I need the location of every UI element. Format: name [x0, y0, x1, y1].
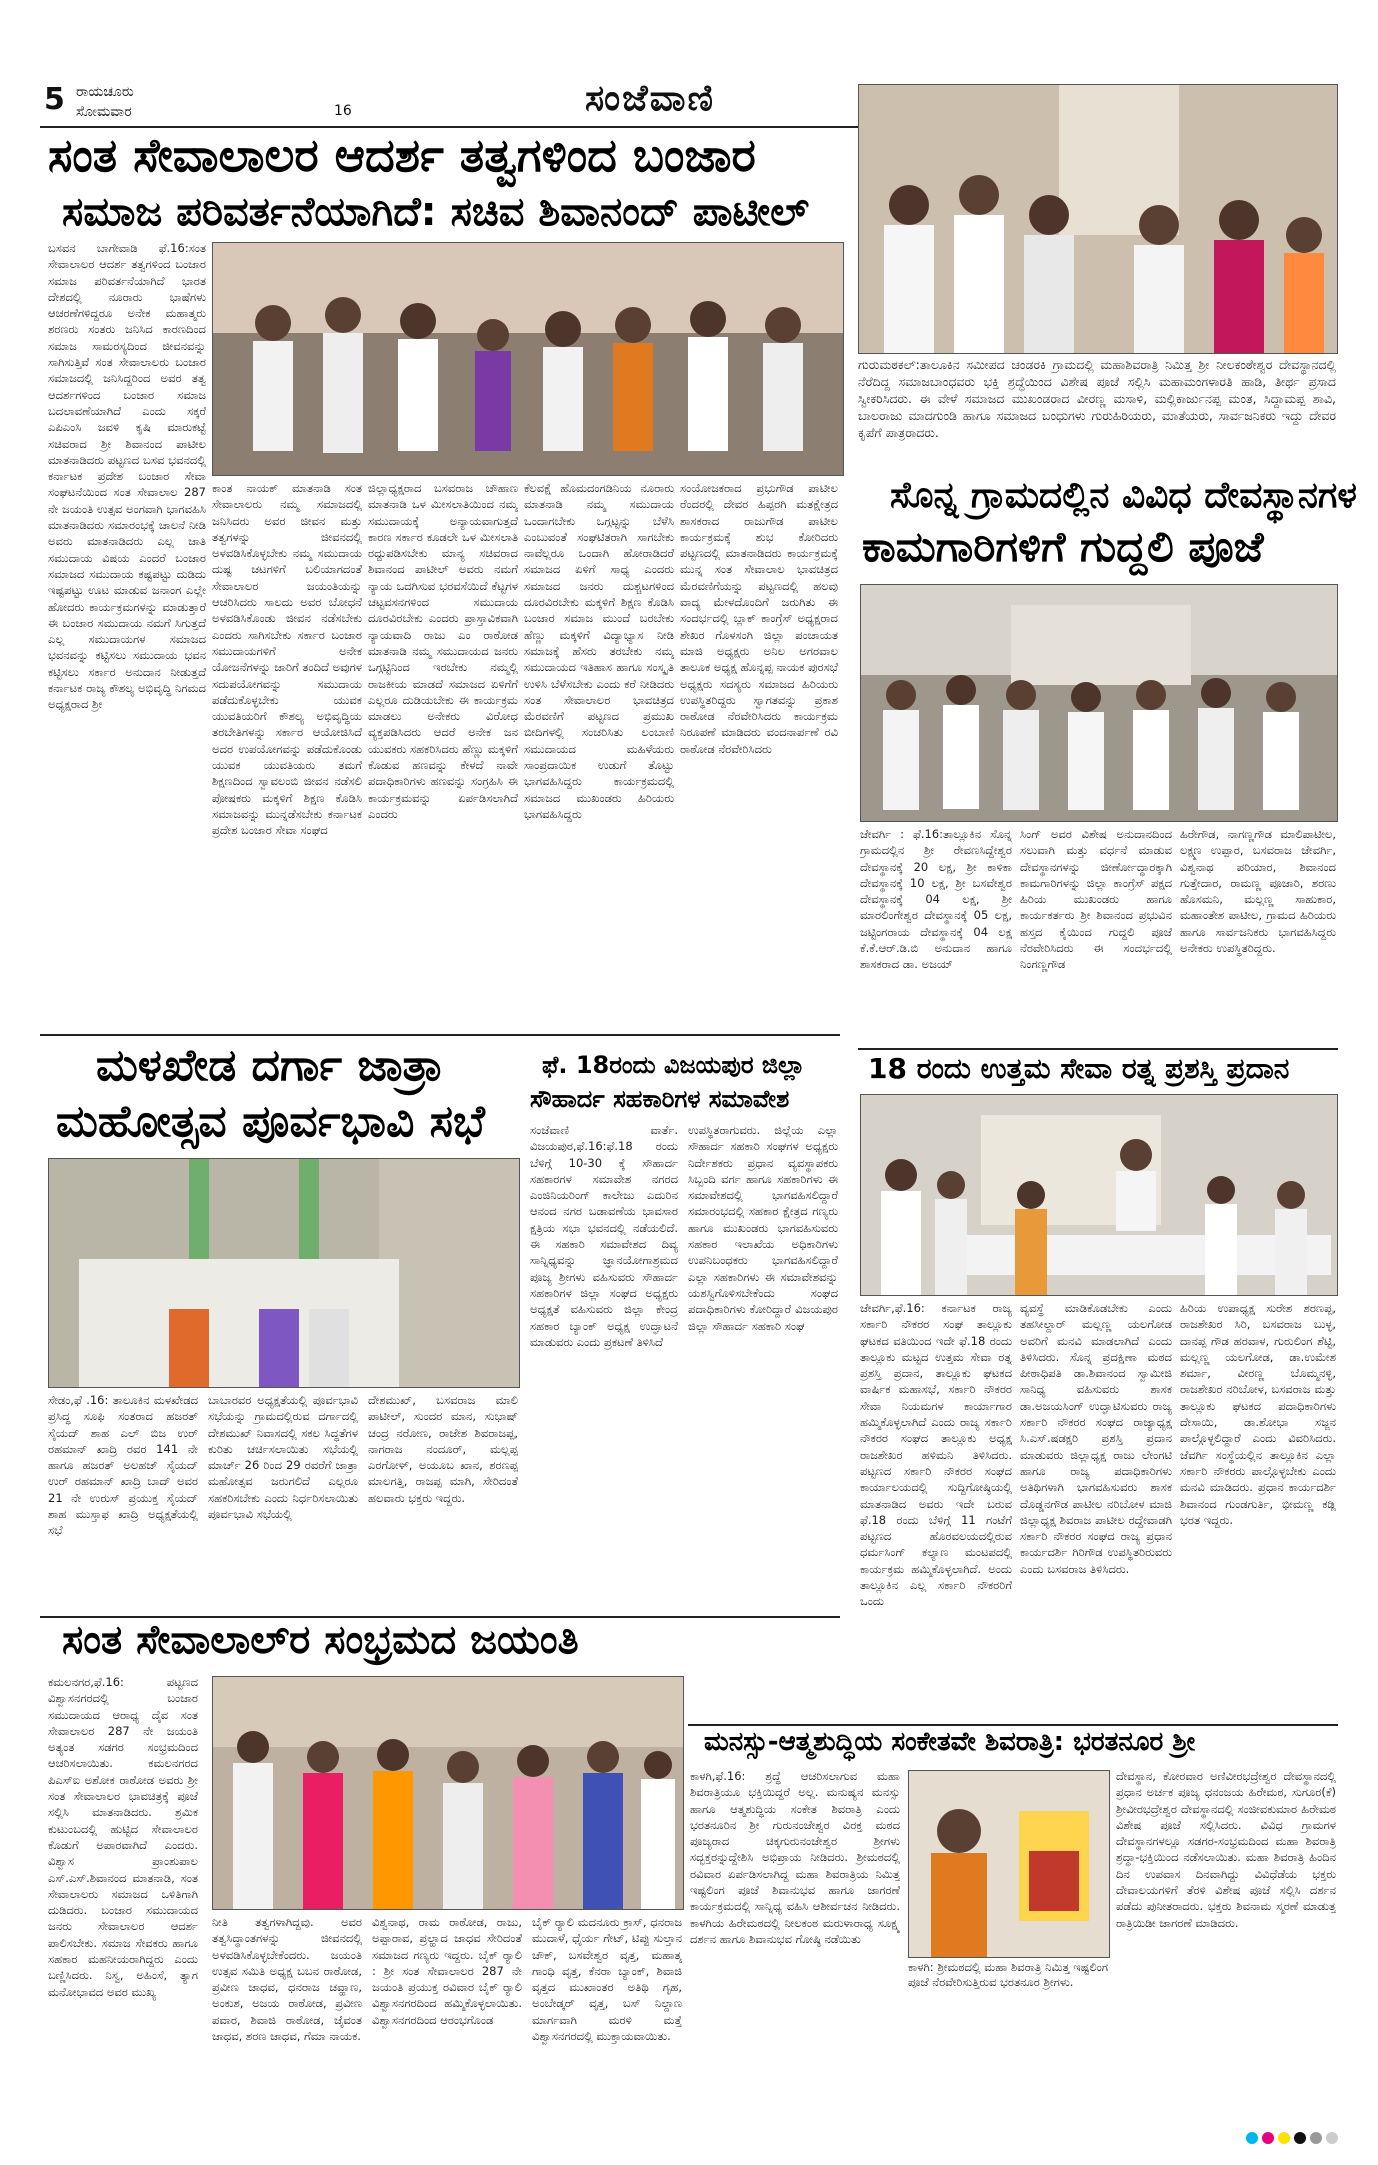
magenta-dot — [1262, 2132, 1274, 2144]
story5-subhead: ಸೌಹಾರ್ದ ಸಹಕಾರಿಗಳ ಸಮಾವೇಶ — [530, 1085, 790, 1113]
story6-headline: 18 ರಂದು ಉತ್ತಮ ಸೇವಾ ರತ್ನ ಪ್ರಶಸ್ತಿ ಪ್ರದಾನ — [868, 1052, 1290, 1085]
story3-photo — [860, 584, 1338, 822]
story4-column-2: ಬಾಬಾರವರ ಅಧ್ಯಕ್ಷತೆಯಲ್ಲಿ ಪೂರ್ವಭಾವಿ ಸಭೆಯನ್ನು ಗ್ರಾಮದಲ್ಲಿರುವ ದರ್ಗಾದಲ್ಲಿ ದೇಶಮುಖ್ ನಿವಾಸದಲ್ಲಿ ಸಕಲ ಸಿದ್ಧತೆಗಳ ಕುರಿತು ಚರ್ಚಿಸಲಾಯಿತು ಸಭೆಯಲ್ಲಿ ಮಾರ್ಚ್ 26 ರಿಂದ 29 ರವರೆಗೆ ಜಾತ್ರಾ ಮಹೋತ್ಸವ ಜರುಗಲಿದೆ ಎಲ್ಲರೂ ಸಹಕರಿಸಬೇಕು ಎಂದು ನಿರ್ಧರಿಸಲಾಯಿತು ಪೂರ್ವಭಾವಿ ಸಭೆಯಲ್ಲಿ — [208, 1393, 358, 1522]
page-number: 5 — [44, 82, 65, 117]
story1-column-3: ಜಿಲ್ಲಾಧ್ಯಕ್ಷರಾದ ಬಸವರಾಜ ಚೌಹಾಣ ಮಾತನಾಡಿ ಒಳ ಮೀಸಲಾತಿಯಿಂದ ನಮ್ಮ ಸಮುದಾಯಕ್ಕೆ ಅನ್ಯಾಯವಾಗುತ್ತದೆ ಕಾರಣ ಸರ್ಕಾರ ಕೂಡಲೇ ಒಳ ಮೀಸಲಾತಿ ರದ್ದುಪಡಿಸಬೇಕು ಮಾನ್ಯ ಸಚಿವರಾದ ಶಿವಾನಂದ ಪಾಟೀಲ್ ಅವರು ನಮಗೆ ನ್ಯಾಯ ಒದಗಿಸುವ ಭರವಸೆಯಿದೆ ಕೆಟ್ಟಗಳ ಚಟ್ಟವಸನಗಳಿಂದ ಸಮುದಾಯ ದೂರವಿರಬೇಕು ಎಂದರು ಪ್ರಾಸ್ತಾವಿಕವಾಗಿ ನ್ಯಾಯವಾದಿ ರಾಜು ಎಂ ರಾಠೋಡ ಮಾತನಾಡಿ ನಮ್ಮ ಸಮುದಾಯದ ಜನರು ಒಗ್ಗಟ್ಟಿನಿಂದ ಇರಬೇಕು ನಮ್ಮಲ್ಲಿ ರಾಜಕೀಯ ಮಾಡದೆ ಸಮಾಜದ ಏಳಿಗೆಗೆ ಎಲ್ಲರೂ ದುಡಿಯಬೇಕು ಈ ಕಾರ್ಯಕ್ರಮ ಮಾಡಲು ಅನೇಕರು ವಿರೋಧ ವ್ಯಕ್ತಪಡಿಸಿದರು ಆದರೆ ಅನೇಕ ಜನ ಯುವಕರು ಸಹಕರಿಸಿದರು ಹೆಣ್ಣು ಮಕ್ಕಳಿಗೆ ಕೊಡುವ ಹಣವನ್ನು ಕೇಳದೆ ನಾವೇ ಪದಾಧಿಕಾರಿಗಳು ಹಣವನ್ನು ಸಂಗ್ರಹಿಸಿ ಈ ಕಾರ್ಯಕ್ರಮವನ್ನು ಏರ್ಪಡಿಸಲಾಗಿದೆ ಎಂದರು — [368, 481, 518, 821]
story2-photo-graphic — [859, 85, 1337, 353]
story3-headline-line1: ಸೊನ್ನ ಗ್ರಾಮದಲ್ಲಿನ ವಿವಿಧ ದೇವಸ್ಥಾನಗಳ — [890, 475, 1357, 516]
story1-column-2: ಕಾಂತ ನಾಯಕ್ ಮಾತನಾಡಿ ಸಂತ ಸೇವಾಲಾಲರು ನಮ್ಮ ಸಮಾಜದಲ್ಲಿ ಜನಿಸಿದರು ಅವರ ಜೀವನ ಮತ್ತು ತತ್ವಗಳನ್ನು ಜೀವನದಲ್ಲಿ ಅಳವಡಿಸಿಕೊಳ್ಳಬೇಕು ನಮ್ಮ ಸಮುದಾಯ ದುಷ್ಟ ಚಟಗಳಿಗೆ ಬಲಿಯಾಗದಂತೆ ಸೇವಾಲಾಲರ ಜಯಂತಿಯನ್ನು ಆಚರಿಸಿದರು ಸಾಲದು ಅವರ ಬೋಧನೆ ಅಳವಡಿಸಿಕೊಂಡು ಜೀವನ ನಡೆಸಬೇಕು ಎಂದರು ಸಾಗಿಸಬೇಕು ಸರ್ಕಾರ ಬಂಜಾರ ಸಮುದಾಯಗಳಿಗೆ ಅನೇಕ ಯೋಜನೆಗಳನ್ನು ಜಾರಿಗೆ ತಂದಿದೆ ಅವುಗಳ ಸದುಪಯೋಗವನ್ನು ಸಮುದಾಯ ಪಡೆದುಕೊಳ್ಳಬೇಕು ಯುವಕ ಯುವತಿಯರಿಗೆ ಕೌಶಲ್ಯ ಅಭಿವೃದ್ಧಿಯ ತರಬೇತಿಗಳನ್ನು ಸರ್ಕಾರ ಆಯೋಜಿಸಿದೆ ಅದರ ಉಪಯೋಗವನ್ನು ಪಡೆದುಕೊಂಡು ಯುವಕ ಯುವತಿಯರು ತಮಗೆ ಶಿಕ್ಷಣದಿಂದ ಸ್ವಾವಲಂಬಿ ಜೀವನ ನಡೆಸಲಿ ಪೋಷಕರು ಮಕ್ಕಳಿಗೆ ಶಿಕ್ಷಣ ಕೊಡಿಸಿ ಸಮಾಜವನ್ನು ಮುನ್ನಡೆಸಬೇಕು ಕರ್ನಾಟಕ ಪ್ರದೇಶ ಬಂಜಾರ ಸೇವಾ ಸಂಘದ — [212, 481, 362, 838]
story6-column-1: ಜೇವರ್ಗಿ,ಫೆ.16: ಕರ್ನಾಟಕ ರಾಜ್ಯ ಸರ್ಕಾರಿ ನೌಕರರ ಸಂಘ ತಾಲ್ಲೂಕು ಘಟಕದ ವತಿಯಿಂದ ಇದೇ ಫೆ.18 ರಂದು ತಾಲ್ಲೂಕು ಮಟ್ಟದ ಉತ್ತಮ ಸೇವಾ ರತ್ನ ಪ್ರಶಸ್ತಿ ಪ್ರದಾನ, ತಾಲ್ಲೂಕು ಘಟಕದ ವಾರ್ಷಿಕ ಮಹಾಸಭೆ, ಸರ್ಕಾರಿ ನೌಕರರ ಸೇವಾ ನಿಯಮಗಳ ಕಾರ್ಯಾಗಾರ ಹಮ್ಮಿಕೊಳ್ಳಲಾಗಿದೆ ಎಂದು ರಾಜ್ಯ ಸರ್ಕಾರಿ ನೌಕರರ ಸಂಘದ ತಾಲ್ಲೂಕು ಅಧ್ಯಕ್ಷ ರಾಜಶೇಖರ ಹಳಿಮನಿ ತಿಳಿಸಿದರು. ಪಟ್ಟಣದ ಸರ್ಕಾರಿ ನೌಕರರ ಸಂಘದ ಕಾರ್ಯಾಲಯದಲ್ಲಿ ಸುದ್ದಿಗೋಷ್ಠಿಯಲ್ಲಿ ಮಾತನಾಡಿದ ಅವರು ಇದೇ ಬರುವ ಫೆ.18 ರಂದು ಬೆಳಿಗ್ಗೆ 11 ಗಂಟೆಗೆ ಪಟ್ಟಣದ ಹೊರವಲಯದಲ್ಲಿರುವ ಧರ್ಮಸಿಂಗ್ ಕಲ್ಯಾಣ ಮಂಟಪದಲ್ಲಿ ಕಾರ್ಯಕ್ರಮ ಹಮ್ಮಿಕೊಳ್ಳಲಾಗಿದೆ. ಅಂದು ತಾಲ್ಲೂಕಿನ ಎಲ್ಲ ಸರ್ಕಾರಿ ನೌಕರರಿಗೆ ಒಂದು — [860, 1301, 1012, 1609]
story6-column-2: ವ್ಯವಸ್ಥೆ ಮಾಡಿಕೊಡಬೇಕು ಎಂದು ತಹಸೀಲ್ದಾರ್ ಮಲ್ಲಣ್ಣ ಯಲಗೋಡ ಅವರಿಗೆ ಮನವಿ ಮಾಡಲಾಗಿದೆ ಎಂದು ತಿಳಿಸಿದರು. ಸೊನ್ನ ಪ್ರದಕ್ಷಿಣಾ ಮಠದ ಪೀಠಾಧಿಪತಿ ಡಾ.ಶಿವಾನಂದ ಸ್ವಾಮೀಜಿ ಸಾನಿಧ್ಯ ವಹಿಸುವರು ಶಾಸಕ ಡಾ.ಅಜಯಸಿಂಗ್ ಉದ್ಘಾಟಿಸುವರು ರಾಜ್ಯ ಸರ್ಕಾರಿ ನೌಕರರ ಸಂಘದ ರಾಜ್ಯಾಧ್ಯಕ್ಷ ಸಿ.ಎಸ್.ಷಡಕ್ಷರಿ ಪ್ರಶಸ್ತಿ ಪ್ರದಾನ ಮಾಡುವರು ಜಿಲ್ಲಾಧ್ಯಕ್ಷ ರಾಜು ಲೇಂಗಟಿ ಹಾಗೂ ರಾಜ್ಯ ಪದಾಧಿಕಾರಿಗಳು ಅತಿಥಿಗಳಾಗಿ ಭಾಗವಹಿಸುವರು ಶಾಸಕ ದೊಡ್ಡನಗೌಡ ಪಾಟೀಲ ನರಿಬೋಳ ಮಾಜಿ ಜಿಲ್ಲಾಧ್ಯಕ್ಷ ಶಿವರಾಜ ಪಾಟೀಲ ರದ್ದೇವಾಡಗಿ ಸರ್ಕಾರಿ ನೌಕರರ ಸಂಘದ ರಾಜ್ಯ ಪ್ರಧಾನ ಕಾರ್ಯದರ್ಶಿ ಗಿರಿಗೌಡ ಉಪಸ್ಥಿತರಿರುವರು ಎಂದು ಬಸವರಾಜ ತಿಳಿಸಿದರು. — [1020, 1301, 1172, 1576]
story8-column-2: ದೇವಸ್ಥಾನ, ಕೋರವಾರ ಅಣಿವೀರಭದ್ರೇಶ್ವರ ದೇವಸ್ಥಾನದಲ್ಲಿ ಪ್ರಧಾನ ಅರ್ಚಕ ಪೂಜ್ಯ ಧನಂಜಯ ಹಿರೇಮಠ, ಸುಗೂರ(ಕೆ) ಶ್ರೀವೀರಭದ್ರೇಶ್ವರ ದೇವಸ್ಥಾನದಲ್ಲಿ ಸಂಜೀವಕುಮಾರ ಹಿರೇಮಠ ವಿಶೇಷ ಪೂಜೆ ಸಲ್ಲಿಸಿದರು. ವಿವಿಧ ಗ್ರಾಮಗಳ ದೇವಸ್ಥಾನಗಳಲ್ಲೂ ಸಡಗರ-ಸಂಭ್ರಮದಿಂದ ಮಹಾ ಶಿವರಾತ್ರಿ ಶ್ರದ್ಧಾ-ಭಕ್ತಿಯಿಂದ ನಡೆಸಲಾಯಿತು. ಮಹಾ ಶಿವರಾತ್ರಿ ಹಿಂದಿನ ದಿನ ಉಪವಾಸ ದಿನವಾಗಿದ್ದು ವಿವಿಧೆಡೆಯ ಭಕ್ತರು ದೇವಾಲಯಗಳಿಗೆ ತೆರಳಿ ವಿಶೇಷ ಪೂಜೆ ಸಲ್ಲಿಸಿ ದರ್ಶನ ಪಡೆದು ಪುನೀತರಾದರು. ಭಕ್ತರು ಶಿವನಾಮ ಸ್ಮರಣೆ ಮಾಡುತ್ತ ರಾತ್ರಿಯಿಡೀ ಜಾಗರಣೆ ಮಾಡಿದರು. — [1116, 1769, 1336, 1930]
story2-photo — [858, 84, 1338, 354]
story7-column-2: ನೀತಿ ತತ್ವಗಳಾಗಿದ್ದವು. ಅವರ ತತ್ವಸಿದ್ಧಾಂತಗಳನ್ನು ಜೀವನದಲ್ಲಿ ಅಳವಡಿಸಿಕೊಳ್ಳಬೇಕೆಂದರು. ಜಯಂತಿ ಉತ್ಸವ ಸಮಿತಿ ಅಧ್ಯಕ್ಷ ಬಬನ ರಾಠೋಡ, ಪ್ರವೀಣ ಜಾಧವ, ಧನರಾಜ ಚವ್ಹಾಣ, ಅಂಕುಶ, ಅಜಯ ರಾಠೋಡ, ಪ್ರವೀಣ ಪವಾರ, ಶಿವಾಜಿ ರಾಠೋಡ, ಜೈವಂತ ಜಾಧವ, ಶರಣ ಜಾಧವ, ಗೆಮಾ ನಾಯಕ. — [212, 1915, 362, 2044]
masthead-location — [76, 82, 134, 122]
black-dot — [1294, 2132, 1306, 2144]
cyan-dot — [1246, 2132, 1258, 2144]
print-registration-dots — [1246, 2132, 1338, 2144]
story8-photo — [908, 1770, 1110, 1958]
story7-column-3: ವಿಶ್ವನಾಥ, ರಾಮ ರಾಠೋಡ, ರಾಜು, ಅಪ್ಪಾರಾವ, ಪ್ರಲ್ಹಾದ ಜಾಧವ ಸೇರಿದಂತೆ ಸಮಾಜದ ಗಣ್ಯರು ಇದ್ದರು. ಬೈಕ್ ರ‍್ಯಾಲಿ : ಶ್ರೀ ಸಂತ ಸೇವಾಲಾಲರ 287 ನೇ ಜಯಂತಿ ಪ್ರಯುಕ್ತ ರವಿವಾರ ಬೈಕ್ ರ‍್ಯಾಲಿ ವಿಶ್ವಾಸನಗರದಿಂದ ಹಮ್ಮಿಕೊಳ್ಳಲಾಯಿತು. ವಿಶ್ವಾಸನಗರದಿಂದ ಆರಂಭಗೊಂಡ — [372, 1915, 522, 2027]
story6-column-3: ಹಿರಿಯ ಉಪಾಧ್ಯಕ್ಷ ಸುರೇಶ ಶರಣಪ್ಪ, ರಾಜಶೇಖರ ಸಿರಿ, ಬಸವರಾಜ ಬುಳ್ಳ, ದಾನಪ್ಪ ಗೌಡ ಹರವಾಳ, ಗುರುಲಿಂಗ ಶೆಟ್ಟಿ, ಮಲ್ಲಣ್ಣ ಯಲಗೋಡ, ಡಾ.ಉಮೇಶ ಶರ್ಮಾ, ವೀರಣ್ಣ ಬೊಮ್ಮನಳ್ಳಿ, ರಾಜಶೇಖರ ನರಿಬೋಳ, ಬಸವರಾಜ ಮತ್ತು ತಾಲ್ಲೂಕು ಘಟಕದ ಪದಾಧಿಕಾರಿಗಳು ದೇಸಾಯಿ, ಡಾ.ಶೋಭಾ ಸಜ್ಜನ ಪಾಲ್ಗೊಳ್ಳಲಿದ್ದಾರೆ ಎಂದು ವಿವರಿಸಿದರು. ಜೆವರ್ಗಿ ಸಂಸ್ಥೆಯಲ್ಲಿನ ತಾಲ್ಲೂಕಿನ ಎಲ್ಲಾ ಸರ್ಕಾರಿ ನೌಕರರು ಪಾಲ್ಗೊಳ್ಳಬೇಕು ಎಂದು ಮನವಿ ಮಾಡಿದರು. ಪ್ರಧಾನ ಕಾರ್ಯದರ್ಶಿ ಶಿವಾನಂದ ಗುಂಡಗುರ್ತಿ, ಭೀಮಣ್ಣ ಕಡ್ಲಿ ಭರತ ಇದ್ದರು. — [1180, 1301, 1336, 1527]
newspaper-logo: ಸಂಜೆವಾಣಿ — [585, 78, 716, 119]
story1-column-4: ಕೆಲವಕ್ಷೆ ಹೊಮದಂಗಡಿನಿಯ ನೂರಾರು ಮಾತನಾಡಿ ನಮ್ಮ ಸಮುದಾಯ ಒಂದಾಗಬೇಕು ಒಗ್ಗಟ್ಟನ್ನು ಬೆಳೆಸಿ ಎಂಬುವಂತೆ ಸಂಘಟಿತರಾಗಿ ಸಾಗಬೇಕು ನಾವೆಲ್ಲರೂ ಒಂದಾಗಿ ಹೋರಾಡಿದರೆ ಸಮಾಜದ ಏಳಿಗೆ ಸಾಧ್ಯ ಎಂದರು ಸಮಾಜದ ಜನರು ದುಶ್ಚಟಗಳಿಂದ ದೂರವಿರಬೇಕು ಮಕ್ಕಳಿಗೆ ಶಿಕ್ಷಣ ಕೊಡಿಸಿ ಬಂಜಾರ ಸಮಾಜ ಮುಂದೆ ಬರಬೇಕು ಹೆಣ್ಣು ಮಕ್ಕಳಿಗೆ ವಿದ್ಯಾಭ್ಯಾಸ ನೀಡಿ ಸಮಾಜಕ್ಕೆ ಹೆಸರು ತರಬೇಕು ನಮ್ಮ ಸಮುದಾಯದ ಇತಿಹಾಸ ಹಾಗೂ ಸಂಸ್ಕೃತಿ ಉಳಿಸಿ ಬೆಳೆಸಬೇಕು ಎಂದು ಕರೆ ನೀಡಿದರು ಸಂತ ಸೇವಾಲಾಲರ ಭಾವಚಿತ್ರದ ಮೆರವಣಿಗೆ ಪಟ್ಟಣದ ಪ್ರಮುಖ ಬೀದಿಗಳಲ್ಲಿ ಸಂಚರಿಸಿತು ಲಂಬಾಣಿ ಸಮುದಾಯದ ಮಹಿಳೆಯರು ಸಾಂಪ್ರದಾಯಿಕ ಉಡುಗೆ ತೊಟ್ಟು ಭಾಗವಹಿಸಿದ್ದರು ಕಾರ್ಯಕ್ರಮದಲ್ಲಿ ಸಮಾಜದ ಮುಖಂಡರು ಹಿರಿಯರು ಭಾಗವಹಿಸಿದ್ದರು — [524, 481, 674, 821]
story8-photo-graphic — [909, 1771, 1109, 1957]
story3-column-3: ಹಿರೇಗೌಡ, ನಾಗಣ್ಣಗೌಡ ಮಾಲಿಪಾಟೀಲ, ಲಕ್ಷ್ಮಣ ಉಪ್ಪಾರ, ಬಸವರಾಜ ಜೇವರ್ಗಿ, ವಿಶ್ವನಾಥ ಪರಿಯಾರ, ಶಿವಾನಂದ ಗುತ್ತೇದಾರ, ರಾಮಣ್ಣ ಪೂಜಾರಿ, ಶರಣು ಹೊಸಮನಿ, ಮಲ್ಲಣ್ಣ ಸಾಹುಕಾರ, ಮಹಾಂತೇಶ ಪಾಟೀಲ, ಗ್ರಾಮದ ಹಿರಿಯರು ಹಾಗೂ ಸಾರ್ವಜನಿಕರು ಭಾಗವಹಿಸಿದ್ದರು ಅನೇಕರು ಉಪಸ್ಥಿತರಿದ್ದರು. — [1180, 827, 1336, 956]
story6-photo-graphic — [861, 1095, 1337, 1295]
story4-headline-line2: ಮಹೋತ್ಸವ ಪೂರ್ವಭಾವಿ ಸಭೆ — [56, 1096, 485, 1147]
story5-headline: ಫೆ. 18ರಂದು ವಿಜಯಪುರ ಜಿಲ್ಲಾ — [542, 1051, 805, 1079]
story5-column-1: ಸಂಜೆವಾಣಿ ವಾರ್ತೆ. ವಿಜಯಪುರ,ಫೆ.16:ಫೆ.18 ರಂದು ಬೆಳಿಗ್ಗೆ 10-30 ಕ್ಕೆ ಸೌಹಾರ್ದ ಸಹಕಾರಗಳ ಸಮಾವೇಶ ನಗರದ ಎಂಜಿನಿಯರಿಂಗ್ ಕಾಲೇಜು ಎದುರಿನ ಆನಂದ ನಗರ ಬಡಾವಣೆಯ ಭಾವಸಾರ ಕ್ಷತ್ರಿಯ ಸಭಾ ಭವನದಲ್ಲಿ ನಡೆಯಲಿದೆ. ಈ ಸಹಕಾರಿ ಸಮಾವೇಶದ ದಿವ್ಯ ಸಾನ್ನಿಧ್ಯವನ್ನು ಜ್ಞಾನಯೋಗಾಶ್ರಮದ ಪೂಜ್ಯ ಶ್ರೀಗಳು ವಹಿಸುವರು ಸೌಹಾರ್ದ ಸಹಕಾರಿಗಳ ಜಿಲ್ಲಾ ಸಂಘದ ಅಧ್ಯಕ್ಷರು ಅಧ್ಯಕ್ಷತೆ ವಹಿಸುವರು ಜಿಲ್ಲಾ ಕೇಂದ್ರ ಸಹಕಾರ ಬ್ಯಾಂಕ್ ಅಧ್ಯಕ್ಷ ಉದ್ಘಾಟನೆ ಮಾಡುವರು ಎಂದು ಪ್ರಕಟಣೆ ತಿಳಿಸಿದೆ — [530, 1123, 678, 1349]
story1-photo-graphic — [213, 243, 843, 475]
story7-column-1: ಕಮಲನಗರ,ಫೆ.16: ಪಟ್ಟಣದ ವಿಶ್ವಾಸನಗರದಲ್ಲಿ ಬಂಜಾರ ಸಮುದಾಯದ ಆರಾಧ್ಯ ದೈವ ಸಂತ ಸೇವಾಲಾಲರ 287 ನೇ ಜಯಂತಿ ಅತ್ಯಂತ ಸಡಗರ ಸಂಭ್ರಮದಿಂದ ಆಚರಿಸಲಾಯಿತು. ಕಮಲನಗರದ ಪಿಎಸ್‌ಐ ಅಶೋಕ ರಾಠೋಡ ಅವರು ಶ್ರೀ ಸಂತ ಸೇವಾಲಾಲರ ಭಾವಚಿತ್ರಕ್ಕೆ ಪೂಜೆ ಸಲ್ಲಿಸಿ ಮಾತನಾಡಿದರು. ಶ್ರಮಿಕ ಕುಟುಂಬದಲ್ಲಿ ಹುಟ್ಟಿದ ಸೇವಾಲಾಲರ ಕೊಡುಗೆ ಅಪಾರವಾಗಿದೆ ಎಂದರು. ವಿಶ್ವಾಸ ಪ್ರಾಂಶುಪಾಲ ಎಸ್.ಎಸ್.ಶಿವಾನಂದ ಮಾತನಾಡಿ, ಸಂತ ಸೇವಾಲಾಲರು ಸಮಾಜದ ಒಳಿತಿಗಾಗಿ ದುಡಿದರು. ಬಂಜಾರ ಸಮುದಾಯದ ಜನರು ಸೇವಾಲಾಲರ ಆದರ್ಶ ಪಾಲಿಸಬೇಕು. ಸಮಾಜ ಸೇವಕರು ಹಾಗೂ ಸಹಕಾರ ಮಹನೀಯರಾಗಿದ್ದರು ಎಂದು ಬಣ್ಣಿಸಿದರು. ನಿಸ್ವ, ಅಹಿಂಸೆ, ತ್ಯಾಗ ಮನೋಭಾವದ ಅವರ ಮುಖ್ಯ — [48, 1675, 198, 1999]
story4-photo-graphic — [49, 1159, 519, 1387]
district-label: ರಾಯಚೂರು — [76, 84, 134, 100]
story8-caption: ಕಾಳಗಿ: ಶ್ರೀಮಠದಲ್ಲಿ ಮಹಾ ಶಿವರಾತ್ರಿ ನಿಮಿತ್ತ ಇಷ್ಟಲಿಂಗ ಪೂಜೆ ನೆರವೇರಿಸುತ್ತಿರುವ ಭರತನೂರ ಶ್ರೀಗಳು. — [908, 1960, 1108, 1989]
story5-column-2: ಉಪಸ್ಥಿತರಾಗುವರು. ಜಿಲ್ಲೆಯ ಎಲ್ಲಾ ಸೌಹಾರ್ದ ಸಹಕಾರಿ ಸಂಘಗಳ ಅಧ್ಯಕ್ಷರು ನಿರ್ದೇಶಕರು ಪ್ರಧಾನ ವ್ಯವಸ್ಥಾಪಕರು ಸಿಬ್ಬಂದಿ ವರ್ಗ ಹಾಗೂ ಸಹಕಾರಿಗಳು ಈ ಸಮಾವೇಶದಲ್ಲಿ ಭಾಗವಹಿಸಲಿದ್ದಾರೆ ಸಮಾರಂಭದಲ್ಲಿ ಸಹಕಾರ ಕ್ಷೇತ್ರದ ಗಣ್ಯರು ಹಾಗೂ ಮುಖಂಡರು ಭಾಗವಹಿಸುವರು ಸಹಕಾರ ಇಲಾಖೆಯ ಅಧಿಕಾರಿಗಳು ಉಪನಿಬಂಧಕರು ಭಾಗವಹಿಸಲಿದ್ದಾರೆ ಎಲ್ಲಾ ಸಹಕಾರಿಗಳು ಈ ಸಮಾವೇಶವನ್ನು ಯಶಸ್ವಿಗೊಳಿಸಬೇಕೆಂದು ಸಂಘದ ಪದಾಧಿಕಾರಿಗಳು ಕೋರಿದ್ದಾರೆ ವಿಜಯಪುರ ಜಿಲ್ಲಾ ಸೌಹಾರ್ದ ಸಹಕಾರಿ ಸಂಘ — [688, 1123, 838, 1333]
story7-column-4: ಬೈಕ್ ರ‍್ಯಾಲಿ ಮದನೂರು ಕ್ರಾಸ್, ಧನರಾಜ ಮುದಾಳೆ, ಧೈರ್ಯ ಗೇಟ್, ಟಿಪ್ಪು ಸುಲ್ತಾನ ಚೌಕ್, ಬಸವೇಶ್ವರ ವೃತ್ತ, ಮಹಾತ್ಮ ಗಾಂಧಿ ವೃತ್ತ, ಕೆನರಾ ಬ್ಯಾಂಕ್, ಶಿವಾಜಿ ವೃತ್ತದ ಮುಖಾಂತರ ಅತಿಥಿ ಗೃಹ, ಅಂಬೇಡ್ಕರ್ ವೃತ್ತ, ಬಸ್ ನಿಲ್ದಾಣ ಮಾರ್ಗವಾಗಿ ಮರಳಿ ಮತ್ತೆ ವಿಶ್ವಾಸನಗರದಲ್ಲಿ ಮುಕ್ತಾಯವಾಯಿತು. — [532, 1915, 682, 2044]
story4-photo — [48, 1158, 520, 1388]
story3-photo-graphic — [861, 585, 1337, 821]
story6-photo — [860, 1094, 1338, 1296]
section-divider — [688, 1724, 1338, 1726]
grey-dot — [1310, 2132, 1322, 2144]
story3-column-2: ಸಿಂಗ್ ಅವರ ವಿಶೇಷ ಅನುದಾನದಿಂದ ಸಲುವಾಗಿ ಮತ್ತು ವರ್ಧನೆ ಮಾಡುವ ದೇವಸ್ಥಾನಗಳನ್ನು ಜೀರ್ಣೋದ್ಧಾರಕ್ಕಾಗಿ ಕಾಮಗಾರಿಗಳನ್ನು ಜಿಲ್ಲಾ ಕಾಂಗ್ರೆಸ್ ಪಕ್ಷದ ಹಿರಿಯ ಮುಖಂಡರು ಹಾಗೂ ಕಾರ್ಯಕರ್ತರು ಶ್ರೀ ಶಿವಾನಂದ ಪ್ರಭುವಿನ ಹಸ್ತದ ಕೈಯಿಂದ ಗುದ್ದಲಿ ಪೂಜೆ ನೆರವೇರಿಸಿದರು ಈ ಸಂದರ್ಭದಲ್ಲಿ ನಿಂಗಣ್ಣಗೌಡ — [1020, 827, 1172, 972]
story3-column-1: ಜೇವರ್ಗಿ : ಫೆ.16:ತಾಲ್ಲೂಕಿನ ಸೊನ್ನ ಗ್ರಾಮದಲ್ಲಿನ ಶ್ರೀ ರೇವಣಸಿದ್ದೇಶ್ವರ ದೇವಸ್ಥಾನಕ್ಕೆ 20 ಲಕ್ಷ, ಶ್ರೀ ಕಾಳಿಕಾ ದೇವಸ್ಥಾನಕ್ಕೆ 10 ಲಕ್ಷ, ಶ್ರೀ ಬಸವೇಶ್ವರ ದೇವಸ್ಥಾನಕ್ಕೆ 04 ಲಕ್ಷ, ಶ್ರೀ ಮಾರಲಿಂಗೇಶ್ವರ ದೇವಸ್ಥಾನಕ್ಕೆ 05 ಲಕ್ಷ, ಜಟ್ಟಿಂಗರಾಯ ದೇವಸ್ಥಾನಕ್ಕೆ 04 ಲಕ್ಷ ಕೆ.ಕೆ.ಆರ್.ಡಿ.ಬಿ ಅನುದಾನ ಹಾಗೂ ಶಾಸಕರಾದ ಡಾ. ಅಜಯ್ — [860, 827, 1012, 972]
story4-column-1: ಸೇಡಂ,ಫೆ .16: ತಾಲೂಕಿನ ಮಳಖೇಡದ ಪ್ರಸಿದ್ಧ ಸೂಫಿ ಸಂತರಾದ ಹಜರತ್ ಸೈಯದ್ ಶಾಹ ಎಲ್ ಬಿಜ ಉರ್ ರಹಮಾನ್ ಖಾದ್ರಿ ರವರ 141 ನೇ ಹಾಗೂ ಹಜರತ್ ಅಲಹಜ್ ಸೈಯದ್ ಉರ್ ರಹಮಾನ್ ಖಾದ್ರಿ ಬಾದ್ ಅವರ 21 ನೇ ಉರುಸ್ ಪ್ರಯುಕ್ತ ಸೈಯದ್ ಶಾಹ ಮುಸ್ತಾಫ ಖಾದ್ರಿ ಅಧ್ಯಕ್ಷತೆಯಲ್ಲಿ ಸಭೆ — [48, 1393, 198, 1538]
story1-headline-line2: ಸಮಾಜ ಪರಿವರ್ತನೆಯಾಗಿದೆ: ಸಚಿವ ಶಿವಾನಂದ್ ಪಾಟೀಲ್ — [62, 189, 810, 235]
story3-headline-line2: ಕಾಮಗಾರಿಗಳಿಗೆ ಗುದ್ದಲಿ ಪೂಜೆ — [862, 522, 1264, 571]
story2-caption: ಗುರುಮಠಕಲ್:ತಾಲೂಕಿನ ಸಮೀಪದ ಚಂಡರಕಿ ಗ್ರಾಮದಲ್ಲಿ ಮಹಾಶಿವರಾತ್ರಿ ನಿಮಿತ್ತ ಶ್ರೀ ನೀಲಕಂಠೇಶ್ವರ ದೇವಸ್ಥಾನದಲ್ಲಿ ನೆರೆದಿದ್ದ ಸಮಾಜಬಾಂಧವರು ಭಕ್ತಿ ಶ್ರದ್ಧೆಯಿಂದ ವಿಶೇಷ ಪೂಜೆ ಸಲ್ಲಿಸಿ ಮಹಾಮಂಗಳಾರತಿ ಹಾಡಿ, ತೀರ್ಥ ಪ್ರಸಾದ ಸ್ವೀಕರಿಸಿದರು. ಈ ವೇಳೆ ಸಮಾಜದ ಮುಖಂಡರಾದ ವೀರಣ್ಣ ಮಸಾಳಿ, ಮಲ್ಲಿಕಾರ್ಜುನಪ್ಪ ಮಂತ, ಸಿದ್ದಾಮಪ್ಪ ಶಾವಿ, ಬಾಲರಾಜು ಮಾದಗುಂಡಿ ಹಾಗೂ ಸಮಾಜದ ಬಂಧುಗಳು ಗುರುಹಿರಿಯರು, ಮಾತೆಯರು, ಸಾರ್ವಜನಿಕರು ಇದ್ದು ದೇವರ ಕೃಪೆಗೆ ಪಾತ್ರರಾದರು. — [858, 357, 1336, 440]
story7-photo — [212, 1676, 684, 1910]
story7-photo-graphic — [213, 1677, 683, 1909]
story1-column-5: ಸಂಯೋಜಕರಾದ ಪ್ರಭುಗೌಡ ಪಾಟೀಲ ರೆಂದರಲ್ಲಿ ದೇವರ ಹಿಪ್ಪರಗಿ ಮತಕ್ಷೇತ್ರದ ಶಾಸಕರಾದ ರಾಜುಗೌಡ ಪಾಟೀಲ ಕಾರ್ಯಕ್ರಮಕ್ಕೆ ಶುಭ ಕೋರಿದರು ಪಟ್ಟಣದಲ್ಲಿ ಮಾತನಾಡಿದರು ಕಾರ್ಯಕ್ರಮಕ್ಕೆ ಮುನ್ನ ಸಂತ ಸೇವಾಲಾಲ ಭಾವಚಿತ್ರದ ಮೆರವಣಿಗೆಯನ್ನು ಪಟ್ಟಣದಲ್ಲಿ ಹಲವು ವಾದ್ಯ ಮೇಳದೊಂದಿಗೆ ಜರುಗಿತು ಈ ಸಂದರ್ಭದಲ್ಲಿ ಬ್ಲಾಕ್ ಕಾಂಗ್ರೆಸ್ ಅಧ್ಯಕ್ಷರಾದ ಶೇಖರ ಗೊಳಸಂಗಿ ಜಿಲ್ಲಾ ಪಂಚಾಯತ ಮಾಜಿ ಅಧ್ಯಕ್ಷರು ಅನಿಲ ಅಗರವಾಲ ತಾಲೂಕ ಅಧ್ಯಕ್ಷ ಹೊನ್ನಪ್ಪ ನಾಯಕ ಪುರಸಭೆ ಅಧ್ಯಕ್ಷರು ಸದಸ್ಯರು ಸಮಾಜದ ಹಿರಿಯರು ಉಪಸ್ಥಿತರಿದ್ದರು ಸ್ವಾಗತವನ್ನು ಪ್ರಕಾಶ ರಾಠೋಡ ನೆರವೇರಿಸಿದರು ಕಾರ್ಯಕ್ರಮ ನಿರೂಪಣೆ ಮಾಡಿದರು ವಂದನಾರ್ಪಣೆ ರವಿ ರಾಠೋಡ ನೆರವೇರಿಸಿದರು — [680, 481, 838, 756]
story7-headline: ಸಂತ ಸೇವಾಲಾಲ್‌ರ ಸಂಭ್ರಮದ ಜಯಂತಿ — [62, 1617, 579, 1663]
story8-column-1: ಕಾಳಗಿ,ಫೆ.16: ಶ್ರದ್ಧೆ ಆಚರಿಸಲಾಗುವ ಮಹಾ ಶಿವರಾತ್ರಿಯೂ ಭಕ್ತಿಯಿದ್ದರೆ ಅಲ್ಲ. ಮನುಷ್ಯನ ಮನಸ್ಸು ಹಾಗೂ ಆತ್ಮಶುದ್ಧಿಯ ಸಂಕೇತ ಶಿವರಾತ್ರಿ ಎಂದು ಭರತನೂರಿನ ಶ್ರೀ ಗುರುನಂಜೇಶ್ವರ ವಿರಕ್ತ ಮಠದ ಪೂಜ್ಯರಾದ ಚಿಕ್ಕಗುರುನಂಜೇಶ್ವರ ಶ್ರೀಗಳು ಸದ್ಭಕ್ತರನ್ನುದ್ದೇಶಿಸಿ ಅಭಿಪ್ರಾಯ ನೀಡಿದರು. ಶ್ರೀಮಠದಲ್ಲಿ ರವಿವಾರ ಏರ್ಪಡಿಸಲಾಗಿದ್ದ ಮಹಾ ಶಿವರಾತ್ರಿಯ ನಿಮಿತ್ತ ಇಷ್ಟಲಿಂಗ ಪೂಜೆ ಶಿವಾನುಭವ ಹಾಗೂ ಜಾಗರಣೆ ಕಾರ್ಯಕ್ರಮದಲ್ಲಿ ಸಾನ್ನಿಧ್ಯ ವಹಿಸಿ ಆಶೀರ್ವಚನ ನೀಡಿದರು. ಕಾಳಗಿಯ ಹಿರೇಮಠದಲ್ಲಿ ನೀಲಕಂಠ ಮರುಳಾರಾಧ್ಯ ಸೂಕ್ಷ್ಮ ದರ್ಶನ ಹಾಗೂ ಶಿವಾನುಭವ ಗೋಷ್ಠಿ ನಡೆಯಿತು — [690, 1769, 900, 1946]
story4-headline-line1: ಮಳಖೇಡ ದರ್ಗಾ ಜಾತ್ರಾ — [96, 1040, 444, 1091]
light-grey-dot — [1326, 2132, 1338, 2144]
sheet-number: 16 — [334, 103, 352, 119]
story1-photo — [212, 242, 844, 476]
story1-headline-line1: ಸಂತ ಸೇವಾಲಾಲರ ಆದರ್ಶ ತತ್ವಗಳಿಂದ ಬಂಜಾರ — [48, 128, 756, 182]
day-label: ಸೋಮವಾರ — [76, 104, 132, 120]
section-divider — [40, 1034, 840, 1036]
yellow-dot — [1278, 2132, 1290, 2144]
section-divider — [858, 1048, 1338, 1050]
story1-column-1: ಬಸವನ ಬಾಗೇವಾಡಿ ಫೆ.16:ಸಂತ ಸೇವಾಲಾಲರ ಆದರ್ಶ ತತ್ವಗಳಿಂದ ಬಂಜಾರ ಸಮಾಜ ಪರಿವರ್ತನೆಯಾಗಿದೆ ಭಾರತ ದೇಶದಲ್ಲಿ ನೂರಾರು ಭಾಷೆಗಳು ಆಚರಣೆಗಳಿದ್ದರೂ ಅನೇಕ ಮಹಾತ್ಮರು ಶರಣರು ಸಂತರು ಜನಿಸಿದ ಕಾರಣದಿಂದ ಸಮಾಜ ಸಾಮರಸ್ಯದಿಂದ ಜೀವನವನ್ನು ಸಾಗಿಸುತ್ತಿವೆ ಸಂತ ಸೇವಾಲಾಲರು ಬಂಜಾರ ಸಮಾಜದಲ್ಲಿ ಜನಿಸಿದ್ದರಿಂದ ಅವರ ತತ್ವ ಆದರ್ಶಗಳಿಂದ ಬಂಜಾರ ಸಮಾಜ ಬದಲಾವಣೆಯಾಗಿದೆ ಎಂದು ಸಕ್ಕರೆ ಎಪಿಎಂಸಿ ಜವಳಿ ಕೃಷಿ ಮಾರುಕಟ್ಟೆ ಸಚಿವರಾದ ಶ್ರೀ ಶಿವಾನಂದ ಪಾಟೀಲ ಮಾತನಾಡಿದರು ಪಟ್ಟಣದ ಬಸವ ಭವನದಲ್ಲಿ ಕರ್ನಾಟಕ ಪ್ರದೇಶ ಬಂಜಾರ ಸೇವಾ ಸಂಘಟನೆಯಿಂದ ಸಂತ ಸೇವಾಲಾಲ 287 ನೇ ಜಯಂತಿ ಉತ್ಸವ ಅಂಗವಾಗಿ ಭಾಗವಹಿಸಿ ಮಾತನಾಡಿದರು ಸಮಾರಂಭಕ್ಕೆ ಚಾಲನೆ ನೀಡಿ ಅವರು ಮಾತನಾಡಿದರು ಎಲ್ಲ ಜಾತಿ ಸಮುದಾಯ ವಿಷಯ ಎಂದರೆ ಬಂಜಾರ ಸಮಾಜದ ಸಮುದಾಯ ಕಷ್ಟಪಟ್ಟು ದುಡಿದು ಇಷ್ಟಪಟ್ಟು ಊಟ ಮಾಡುವ ಜನಾಂಗ ಎಲ್ಲೇ ಹೋದರು ಕಾರ್ಯಕ್ರಮಗಳನ್ನು ಮಾಡುತ್ತಾರೆ ಈ ಬಂಜಾರ ಸಮುದಾಯ ನಮಗೆ ಸಿಗುತ್ತದೆ ಎಲ್ಲ ಸಮುದಾಯಗಳ ಸಮಾಜದ ಭವನವನ್ನು ಕಟ್ಟಿಸಲು ಸಮುದಾಯ ಭವನ ಕಟ್ಟಿಸಲು ಸರ್ಕಾರ ಅನುದಾನ ನೀಡುತ್ತದೆ ಕರ್ನಾಟಕ ರಾಜ್ಯ ಕೌಶಲ್ಯ ಅಭಿವೃದ್ಧಿ ನಿಗಮದ ಅಧ್ಯಕ್ಷರಾದ ಶ್ರೀ — [48, 241, 206, 712]
story4-column-3: ದೇಶಮುಖ್, ಬಸವರಾಜ ಮಾಲಿ ಪಾಟೀಲ್, ಸುಂದರ ಮಾನ, ಸುಭಾಷ್ ಚಂದ್ರ ನರೋಣ, ರಾಜೇಶ ಶಿವರಾಜಪ್ಪ, ನಾಗರಾಜ ನಂದೂರ್, ಮಲ್ಲಪ್ಪ ಎರಗೋಳ್, ಅಯೂಬ ಖಾನ, ಶರಣಪ್ಪ ಮಾಲಗತ್ತಿ, ರಾಜಪ್ಪ ಮಾಗಿ, ಸೇರಿದಂತೆ ಹಲವಾರು ಭಕ್ತರು ಇದ್ದರು. — [368, 1393, 518, 1505]
story8-headline: ಮನಸ್ಸು-ಆತ್ಮಶುದ್ಧಿಯ ಸಂಕೇತವೇ ಶಿವರಾತ್ರಿ: ಭರತನೂರ ಶ್ರೀ — [704, 1727, 1196, 1757]
